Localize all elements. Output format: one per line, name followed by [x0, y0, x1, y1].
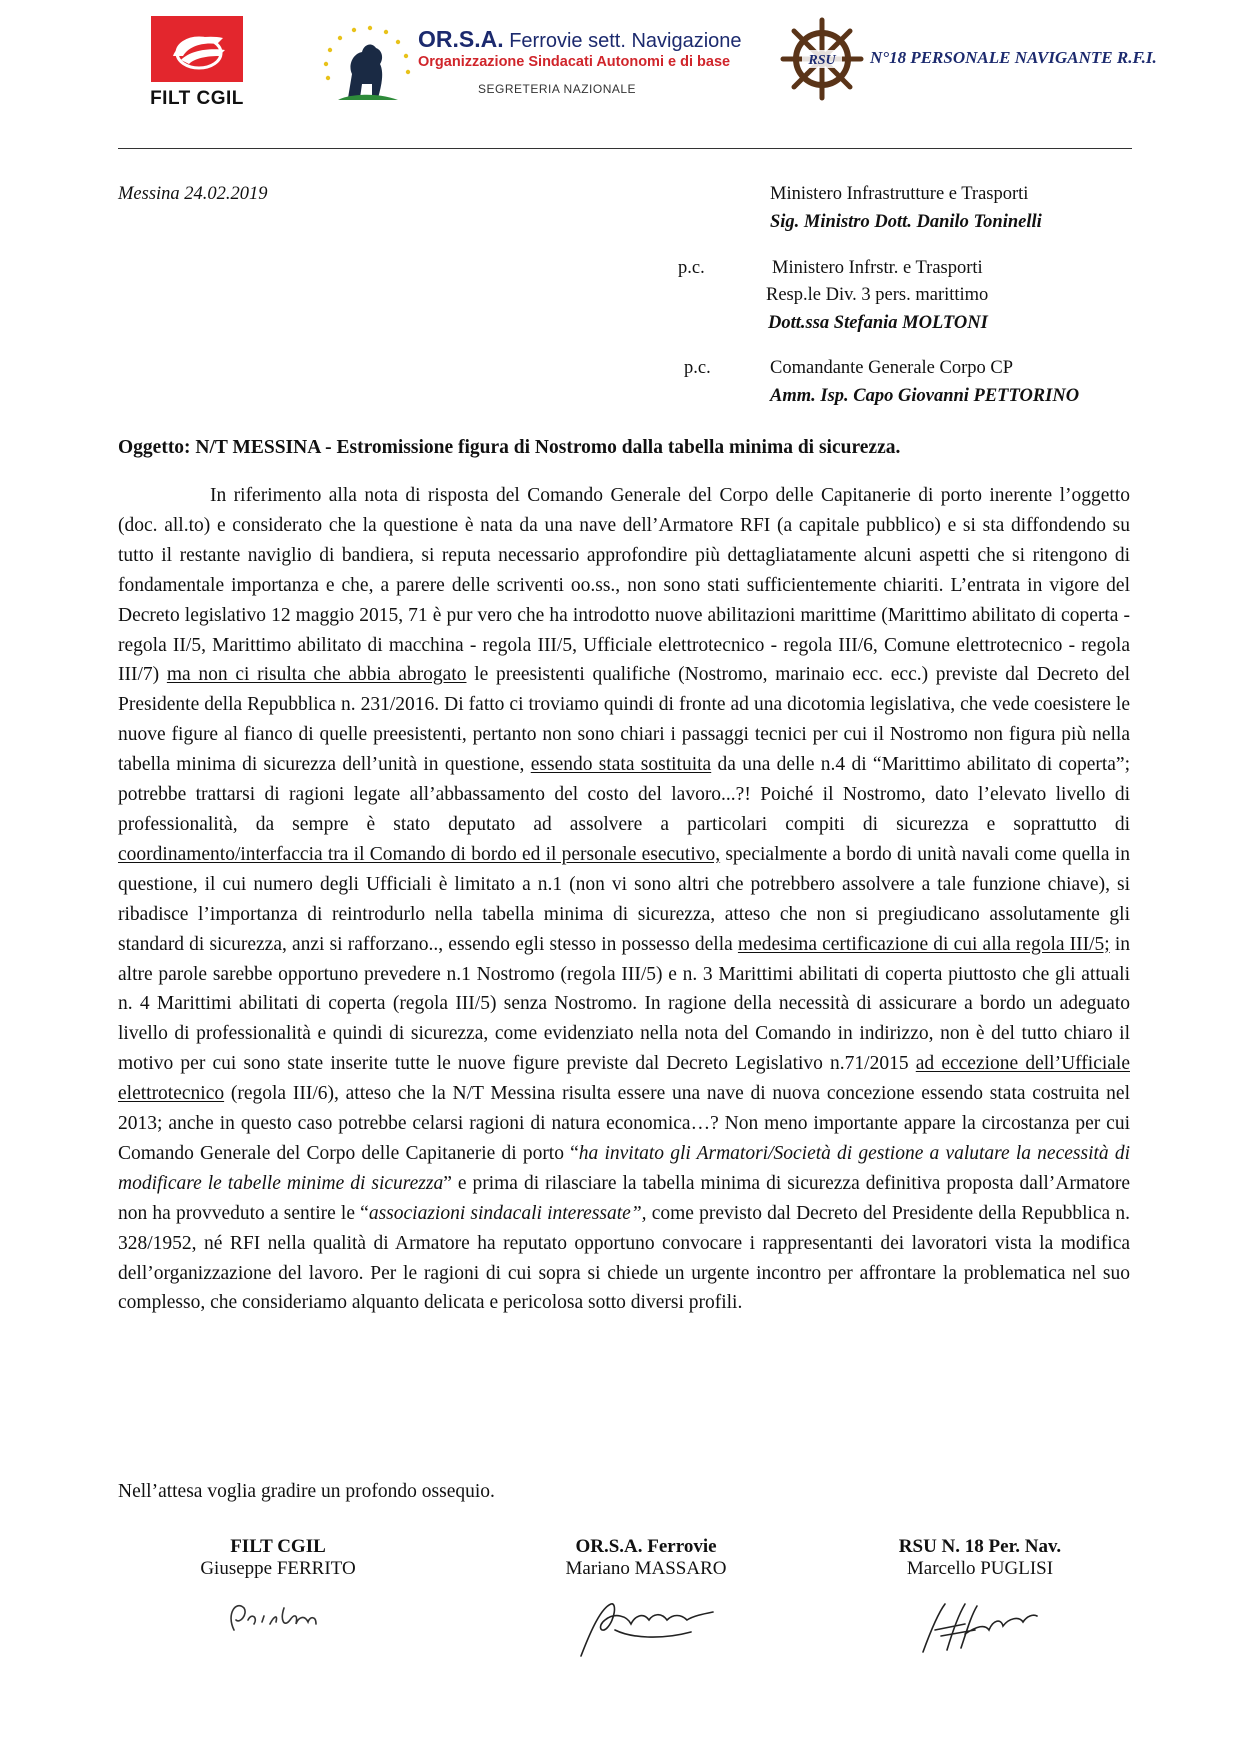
- letter-date: Messina 24.02.2019: [118, 184, 268, 204]
- filt-cgil-emblem-icon: [151, 16, 243, 82]
- recipient-line-1: Ministero Infrastrutture e Trasporti: [770, 184, 1029, 204]
- bear-emblem-icon: [318, 18, 414, 104]
- handwritten-signature-icon: [571, 1590, 721, 1660]
- signature-org: FILT CGIL: [230, 1536, 326, 1557]
- cc1-line-3: Dott.ssa Stefania MOLTONI: [768, 313, 988, 333]
- underlined-phrase-2: essendo stata sostituita: [530, 754, 712, 776]
- underlined-phrase-3: coordinamento/interfaccia tra il Comando di bordo ed il personale esecutivo,: [118, 843, 721, 865]
- ship-wheel-icon: [774, 14, 870, 104]
- underlined-phrase-1: ma non ci risulta che abbia abrogato: [166, 664, 467, 686]
- underlined-phrase-5: ad eccezione dell’Ufficiale elettrotecnico: [118, 1053, 1130, 1105]
- closing-line: Nell’attesa voglia gradire un profondo ossequio.: [118, 1481, 495, 1502]
- cc2-line-1: Comandante Generale Corpo CP: [770, 358, 1014, 378]
- cc2-label: p.c.: [684, 358, 711, 378]
- quoted-italic-1: ha invitato gli Armatori/Società di gestione a valutare la necessità di modificare le tabelle minime di sicurezza: [118, 1142, 1130, 1194]
- signature-org: OR.S.A. Ferrovie: [575, 1536, 717, 1557]
- signature-block-cgil: [148, 1536, 408, 1640]
- orsa-logo: [318, 18, 742, 104]
- cc1-line-1: Ministero Infrstr. e Trasporti: [772, 258, 983, 278]
- quoted-italic-2: associazioni sindacali interessate”,: [368, 1202, 647, 1224]
- filt-cgil-logo: [142, 16, 252, 108]
- filt-cgil-logo-text: FILT CGIL: [150, 88, 244, 109]
- underlined-phrase-4: medesima certificazione di cui alla regola III/5;: [737, 933, 1110, 955]
- signature-name: Marcello PUGLISI: [906, 1558, 1054, 1579]
- handwritten-signature-icon: [218, 1590, 338, 1640]
- signature-block-rsu: [850, 1536, 1110, 1660]
- orsa-logo-subtitle: Organizzazione Sindacati Autonomi e di base: [418, 54, 731, 70]
- cc2-line-2: Amm. Isp. Capo Giovanni PETTORINO: [770, 386, 1080, 406]
- orsa-segreteria-label: SEGRETERIA NAZIONALE: [478, 82, 637, 96]
- signature-name: Mariano MASSARO: [565, 1558, 727, 1579]
- rsu-logo: [770, 14, 1157, 104]
- letter-body: In riferimento alla nota di risposta del Comando Generale del Corpo delle Capitanerie di porto inerente l’oggetto (doc. all.to) e considerato che la questione è nata da una nave dell’Armatore RFI (a capitale pubblico) e si sta diffondendo su tutto il restante naviglio di bandiera, si reputa necessario approfondire più dettagliatamente alcuni aspetti che si ritengono di fondamentale importanza e che, a parere delle scriventi oo.ss., non sono stati sufficientemente chiariti. L’entrata in vigore del Decreto legislativo 12 maggio 2015, 71 è pur vero che ha introdotto nuove abilitazioni marittime (Marittimo abilitato di coperta - regola II/5, Marittimo abilitato di macchina - regola III/5, Ufficiale elettrotecnico - regola III/6, Comune elettrotecnico - regola III/7) ma non ci risulta che abbia abrogato le preesistenti qualifiche (Nostromo, marinaio ecc. ecc.) previste dal Decreto del Presidente della Repubblica n. 231/2016. Di fatto ci troviamo quindi di fronte ad una dicotomia legislativa, che vede coesistere le nuove figure al fianco di quelle preesistenti, pertanto non sono chiari i passaggi tecnici per cui il Nostromo non figura più nella tabella minima di sicurezza dell’unità in questione, essendo stata sostituita da una delle n.4 di “Marittimo abilitato di coperta”; potrebbe trattarsi di ragioni legate all’abbassamento del costo del lavoro...?! Poiché il Nostromo, dato l’elevato livello di professionalità, da sempre è stato deputato ad assolvere a particolari compiti di sicurezza e soprattutto di coordinamento/interfaccia tra il Comando di bordo ed il personale esecutivo, specialmente a bordo di unità navali come quella in questione, il cui numero degli Ufficiali è limitato a n.1 (non vi sono altri che potrebbero assolvere a tale funzione chiave), si ribadisce l’importanza di reintrodurlo nella tabella minima di sicurezza, atteso che non si pregiudicano assolutamente gli standard di sicurezza, anzi si rafforzano.., essendo egli stesso in possesso della medesima certificazione di cui alla regola III/5; in altre parole sarebbe opportuno prevedere n.1 Nostromo (regola III/5) e n. 3 Marittimi abilitati di coperta piuttosto che gli attuali n. 4 Marittimi abilitati di coperta (regola III/5) senza Nostromo. In ragione della necessità di assicurare a bordo un adeguato livello di professionalità e quindi di sicurezza, come evidenziato nella nota del Comando in indirizzo, non è del tutto chiaro il motivo per cui sono state inserite tutte le nuove figure previste dal Decreto Legislativo n.71/2015 ad eccezione dell’Ufficiale elettrotecnico (regola III/6), atteso che la N/T Messina risulta essere una nave di nuova concezione essendo stata costruita nel 2013; anche in questo caso potrebbe celarsi ragioni di natura economica…? Non meno importante appare la circostanza per cui Comando Generale del Corpo delle Capitanerie di porto “ha invitato gli Armatori/Società di gestione a valutare la necessità di modificare le tabelle minime di sicurezza” e prima di rilasciare la tabella minima di sicurezza definitiva proposta dall’Armatore non ha provveduto a sentire le “associazioni sindacali interessate”, come previsto dal Decreto del Presidente della Repubblica n. 328/1952, né RFI nella qualità di Armatore ha reputato opportuno convocare i rappresentanti dei lavoratori vista la modifica dell’organizzazione del lavoro. Per le ragioni di cui sopra si chiede un urgente incontro per affrontare la problematica nel suo complesso, che consideriamo alquanto delicata e pericolosa sotto diversi profili.: [118, 485, 1131, 1314]
- rsu-logo-text: N°18 PERSONALE NAVIGANTE R.F.I.: [870, 48, 1157, 67]
- cc1-line-2: Resp.le Div. 3 pers. marittimo: [766, 285, 989, 305]
- svg-text:RSU: RSU: [808, 53, 836, 68]
- signature-block-orsa: [516, 1536, 776, 1660]
- orsa-logo-title: OR.S.A. Ferrovie sett. Navigazione: [418, 26, 742, 52]
- recipient-line-2: Sig. Ministro Dott. Danilo Toninelli: [770, 212, 1042, 232]
- signature-name: Giuseppe FERRITO: [200, 1558, 356, 1579]
- handwritten-signature-icon: [905, 1590, 1055, 1660]
- cc1-label: p.c.: [678, 258, 705, 278]
- letter-subject: Oggetto: N/T MESSINA - Estromissione figura di Nostromo dalla tabella minima di sicurezza.: [118, 437, 901, 458]
- header-divider: [118, 148, 1132, 149]
- signature-org: RSU N. 18 Per. Nav.: [898, 1536, 1062, 1557]
